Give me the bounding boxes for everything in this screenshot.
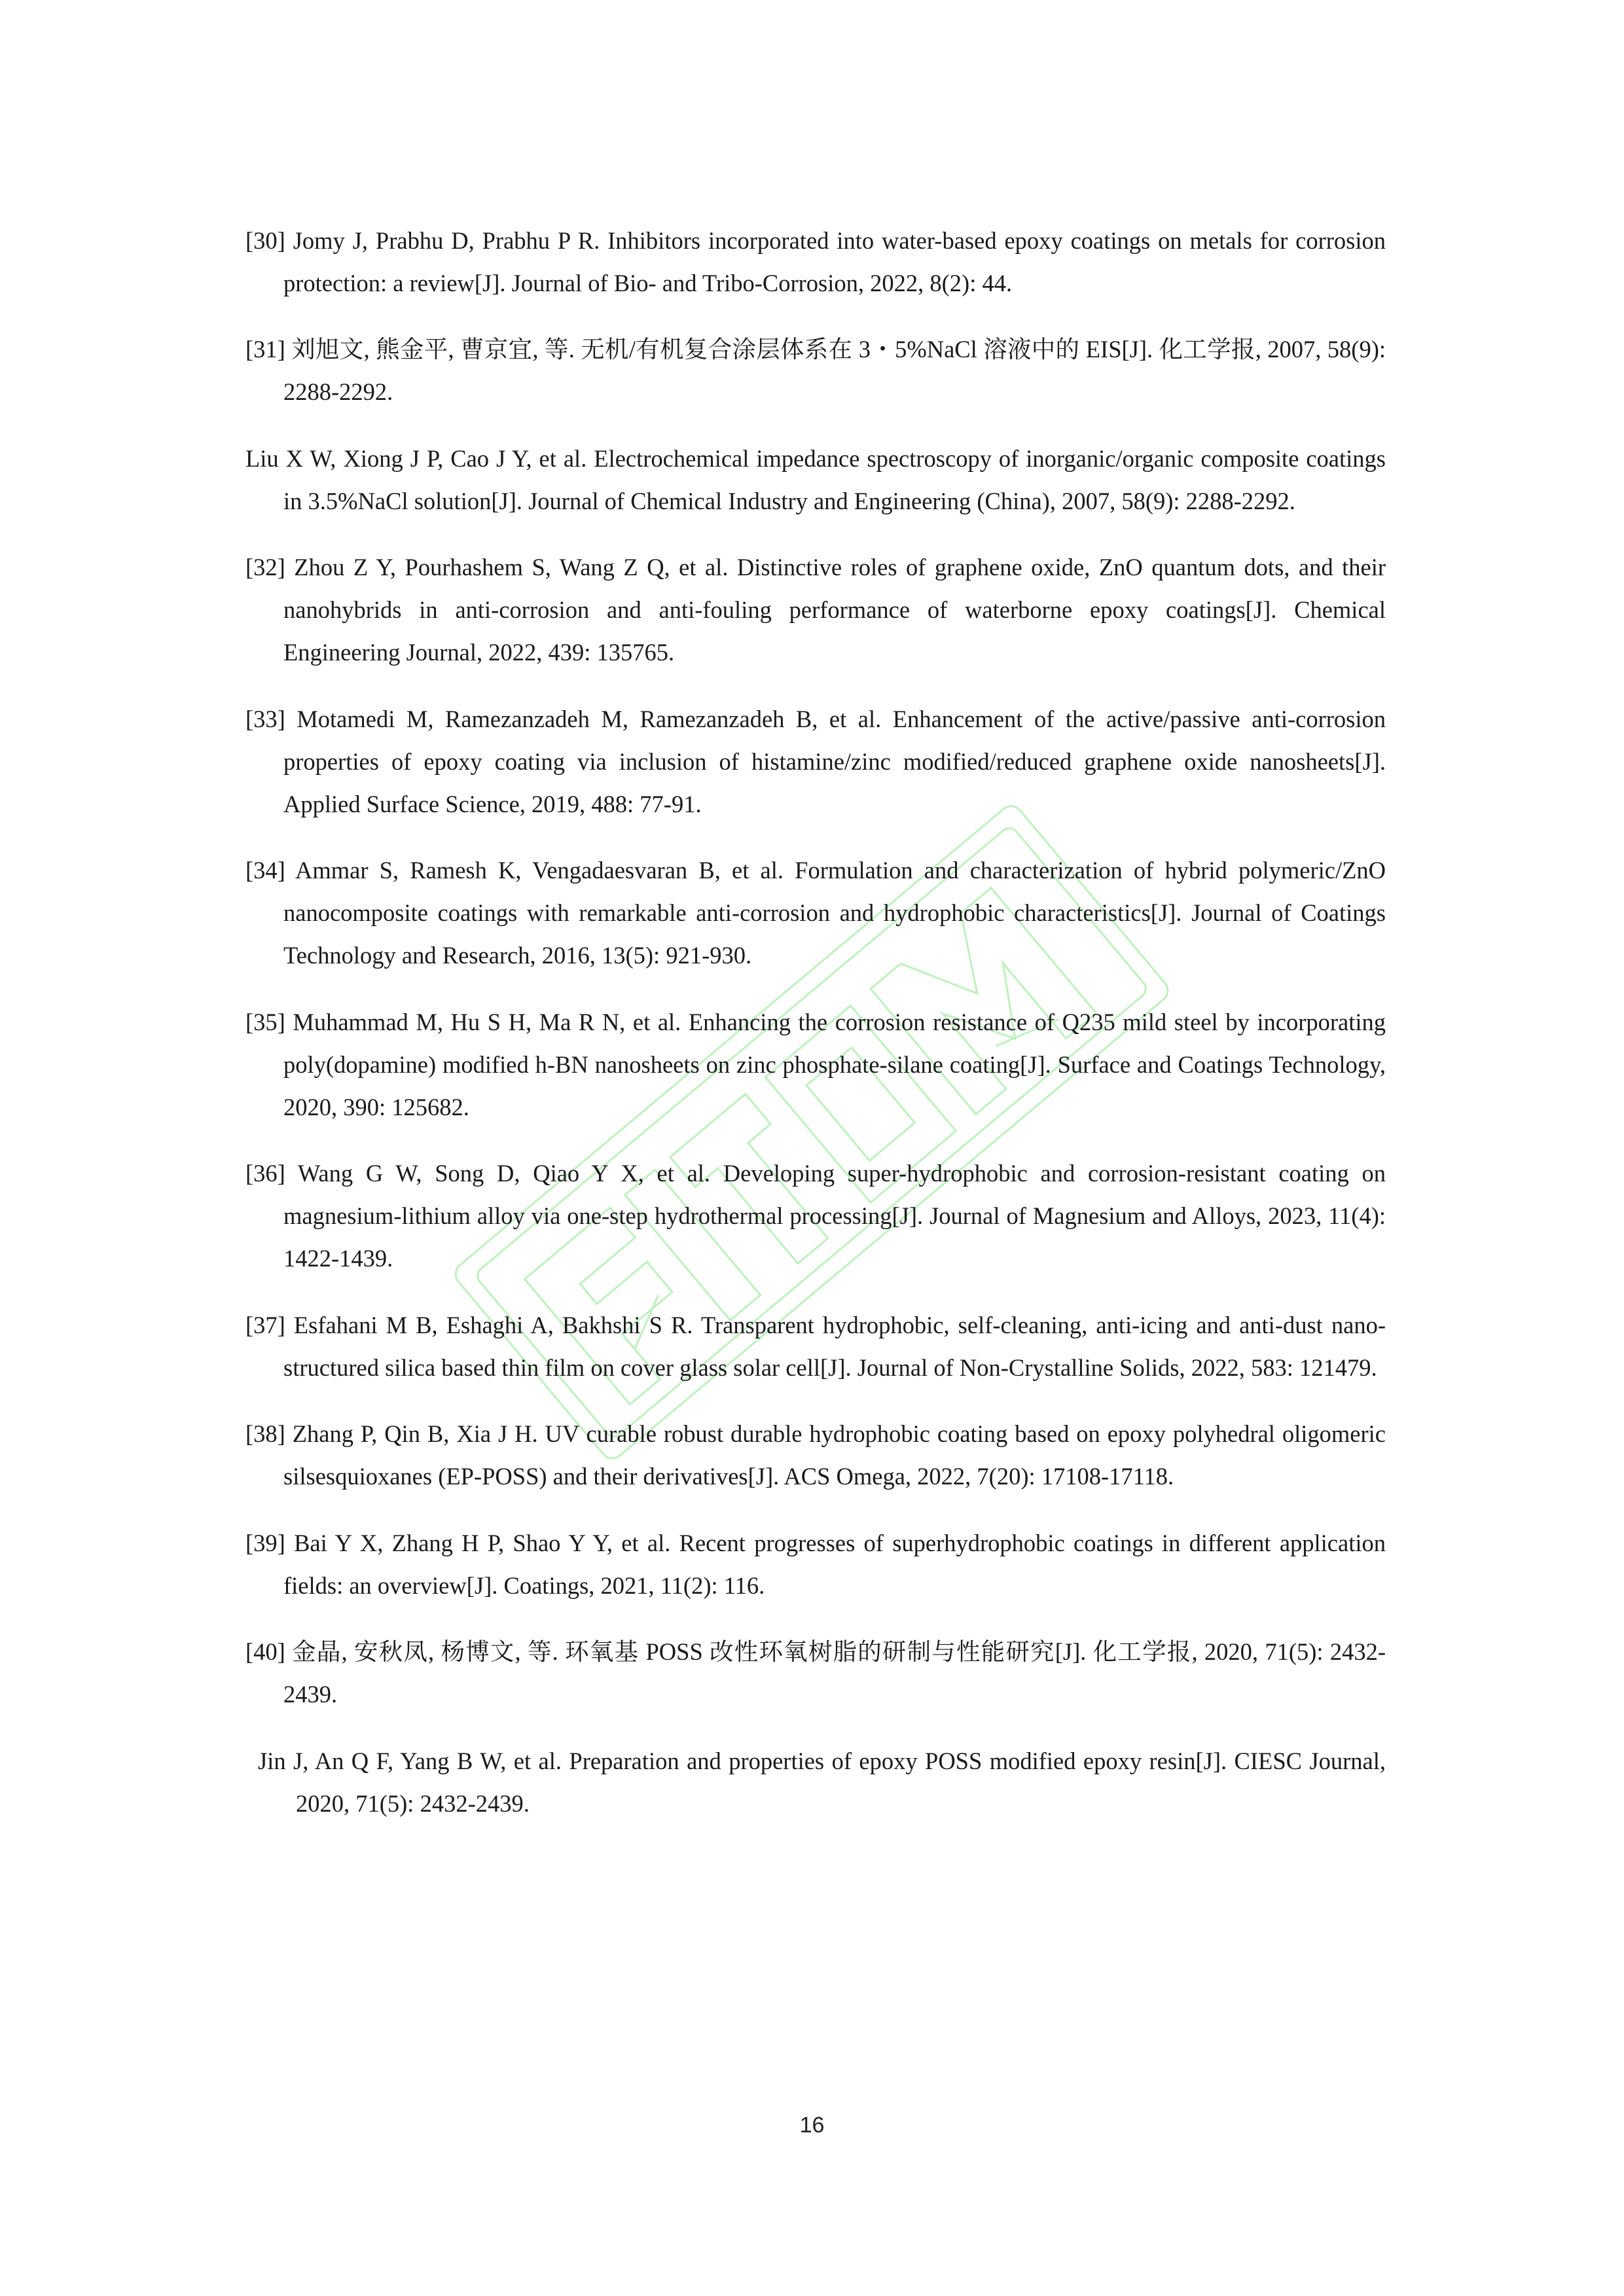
reference-item-38: [38] Zhang P, Qin B, Xia J H. UV curable robust durable hydrophobic coating based on epoxy polyhedral oligomeric silsesquioxanes (EP-POSS) and their derivatives[J]. ACS Omega, 2022, 7(20): 17108-17118. bbox=[245, 1420, 1386, 1490]
reference-item-37: [37] Esfahani M B, Eshaghi A, Bakhshi S R. Transparent hydrophobic, self-cleaning, anti-icing and anti-dust nano-structured silica based thin film on cover glass solar cell[J]. Journal of Non-Crystalline Solids, 2022, 583: 121479. bbox=[245, 1311, 1386, 1381]
reference-item-31-english: Liu X W, Xiong J P, Cao J Y, et al. Electrochemical impedance spectroscopy of inorganic/organic composite coatings in 3.5%NaCl solution[J]. Journal of Chemical Industry and Engineering (China), 2007, 58(9): 2288-2292. bbox=[245, 444, 1386, 514]
reference-list bbox=[245, 195, 1386, 1833]
reference-item-34: [34] Ammar S, Ramesh K, Vengadaesvaran B, et al. Formulation and characterization of hybrid polymeric/ZnO nanocomposite coatings with remarkable anti-corrosion and hydrophobic characteristics[J]. Journal of Coatings Technology and Research, 2016, 13(5): 921-930. bbox=[245, 857, 1386, 969]
reference-item-40-english: Jin J, An Q F, Yang B W, et al. Preparation and properties of epoxy POSS modified epoxy resin[J]. CIESC Journal, 2020, 71(5): 2432-2439. bbox=[258, 1747, 1386, 1817]
reference-item-31: [31] 刘旭文, 熊金平, 曹京宜, 等. 无机/有机复合涂层体系在 3・5%NaCl 溶液中的 EIS[J]. 化工学报, 2007, 58(9): 2288-2292. bbox=[245, 336, 1386, 405]
reference-item-30: [30] Jomy J, Prabhu D, Prabhu P R. Inhibitors incorporated into water-based epoxy coatings on metals for corrosion protection: a review[J]. Journal of Bio- and Tribo-Corrosion, 2022, 8(2): 44. bbox=[245, 226, 1386, 296]
reference-item-36: [36] Wang G W, Song D, Qiao Y X, et al. Developing super-hydrophobic and corrosion-resistant coating on magnesium-lithium alloy via one-step hydrothermal processing[J]. Journal of Magnesium and Alloys, 2023, 11(4): 1422-1439. bbox=[245, 1160, 1386, 1272]
reference-item-40: [40] 金晶, 安秋凤, 杨博文, 等. 环氧基 POSS 改性环氧树脂的研制与性能研究[J]. 化工学报, 2020, 71(5): 2432-2439. bbox=[245, 1638, 1386, 1708]
page-number: 16 bbox=[799, 2113, 825, 2138]
reference-item-39: [39] Bai Y X, Zhang H P, Shao Y Y, et al. Recent progresses of superhydrophobic coatings in different application fields: an overview[J]. Coatings, 2021, 11(2): 116. bbox=[245, 1529, 1386, 1599]
reference-item-35: [35] Muhammad M, Hu S H, Ma R N, et al. Enhancing the corrosion resistance of Q235 mild steel by incorporating poly(dopamine) modified h-BN nanosheets on zinc phosphate-silane coating[J]. Surface and Coatings Technology, 2020, 390: 125682. bbox=[245, 1008, 1386, 1121]
reference-item-33: [33] Motamedi M, Ramezanzadeh M, Ramezanzadeh B, et al. Enhancement of the active/passive anti-corrosion properties of epoxy coating via inclusion of histamine/zinc modified/reduced graphene oxide nanosheets[J]. Applied Surface Science, 2019, 488: 77-91. bbox=[245, 705, 1386, 817]
reference-item-32: [32] Zhou Z Y, Pourhashem S, Wang Z Q, et al. Distinctive roles of graphene oxide, ZnO quantum dots, and their nanohybrids in anti-corrosion and anti-fouling performance of waterborne epoxy coatings[J]. Chemical Engineering Journal, 2022, 439: 135765. bbox=[245, 554, 1386, 666]
